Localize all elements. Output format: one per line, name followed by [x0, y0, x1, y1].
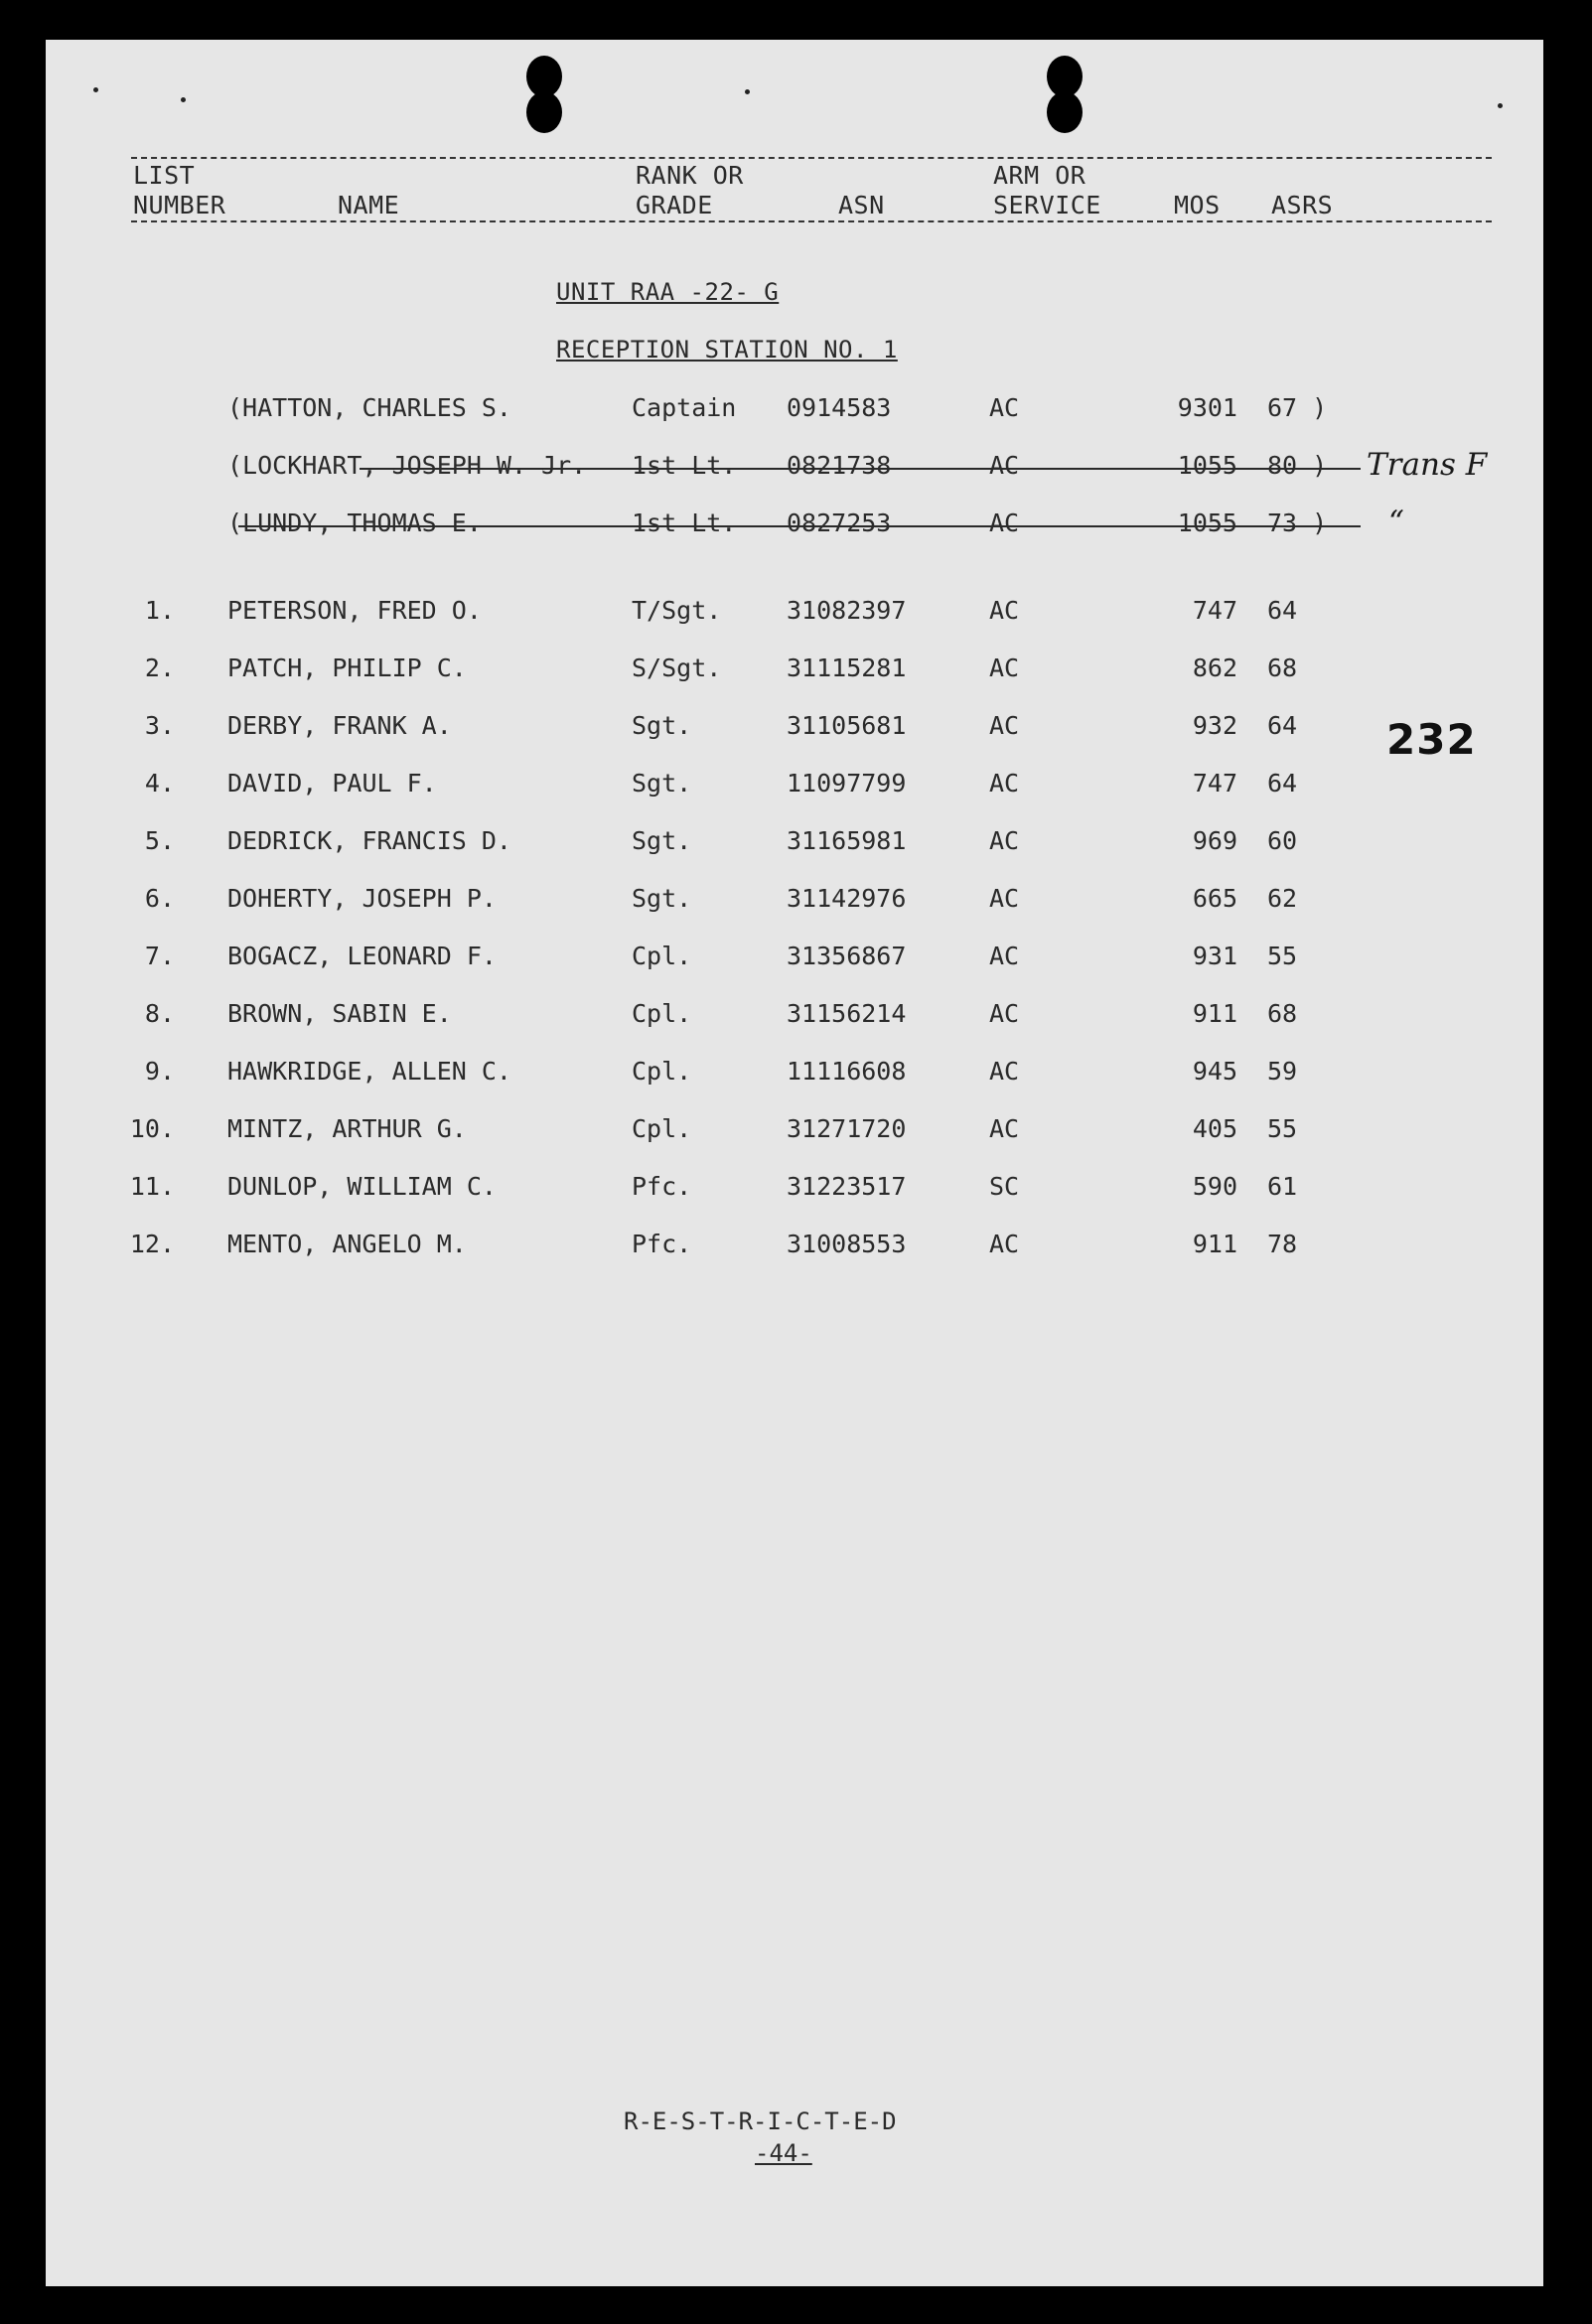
officer-row [46, 451, 1543, 491]
soldier-name: BOGACZ, LEONARD F. [227, 942, 497, 970]
list-number: 8. [144, 999, 175, 1028]
soldier-asrs: 61 [1267, 1172, 1298, 1201]
soldier-asrs: 55 [1267, 942, 1298, 970]
header-mos: MOS [1174, 191, 1221, 219]
handwritten-transfer-note: Trans F [1367, 447, 1488, 483]
soldier-asrs: 78 [1267, 1230, 1298, 1258]
header-rule-bottom [131, 220, 1492, 222]
list-number: 9. [144, 1057, 175, 1086]
soldier-asn: 31223517 [787, 1172, 907, 1201]
speck [745, 89, 750, 94]
restricted-marking: R-E-S-T-R-I-C-T-E-D [624, 2107, 897, 2135]
header-asn: ASN [838, 191, 885, 219]
speck [93, 87, 98, 92]
speck [181, 97, 186, 102]
soldier-mos: 911 [1192, 1230, 1237, 1258]
soldier-asrs: 68 [1267, 999, 1298, 1028]
header-asrs: ASRS [1271, 191, 1334, 219]
table-row [46, 711, 1543, 751]
soldier-name: PETERSON, FRED O. [227, 596, 482, 625]
soldier-arm: AC [989, 942, 1020, 970]
soldier-name: DUNLOP, WILLIAM C. [227, 1172, 497, 1201]
soldier-asn: 31271720 [787, 1114, 907, 1143]
officer-rank: 1st Lt. [632, 451, 737, 480]
officer-asn: 0914583 [787, 393, 892, 422]
soldier-rank: Pfc. [632, 1172, 692, 1201]
soldier-mos: 862 [1192, 654, 1237, 682]
list-number: 5. [144, 826, 175, 855]
soldier-rank: Cpl. [632, 999, 692, 1028]
soldier-name: MINTZ, ARTHUR G. [227, 1114, 467, 1143]
soldier-arm: AC [989, 884, 1020, 913]
header-rank: RANK OR [636, 161, 744, 190]
header-name: NAME [338, 191, 400, 219]
soldier-asn: 31356867 [787, 942, 907, 970]
header-service: SERVICE [993, 191, 1101, 219]
list-number: 1. [144, 596, 175, 625]
strike-line [360, 468, 1361, 470]
header-rule-top [131, 157, 1492, 159]
table-row [46, 1057, 1543, 1096]
officer-row [46, 508, 1543, 548]
soldier-rank: Pfc. [632, 1230, 692, 1258]
soldier-asn: 31142976 [787, 884, 907, 913]
soldier-asn: 31156214 [787, 999, 907, 1028]
officer-rank: 1st Lt. [632, 508, 737, 537]
soldier-asn: 31082397 [787, 596, 907, 625]
unit-title: UNIT RAA -22- G [556, 278, 780, 306]
soldier-asrs: 55 [1267, 1114, 1298, 1143]
officer-asn: 0827253 [787, 508, 892, 537]
soldier-mos: 405 [1192, 1114, 1237, 1143]
strike-line [238, 525, 1361, 527]
header-arm: ARM OR [993, 161, 1086, 190]
soldier-arm: AC [989, 654, 1020, 682]
soldier-asrs: 59 [1267, 1057, 1298, 1086]
soldier-name: MENTO, ANGELO M. [227, 1230, 467, 1258]
soldier-name: HAWKRIDGE, ALLEN C. [227, 1057, 511, 1086]
soldier-mos: 945 [1192, 1057, 1237, 1086]
officer-arm: AC [989, 451, 1020, 480]
officer-row [46, 393, 1543, 433]
soldier-rank: Sgt. [632, 711, 692, 740]
officer-mos: 1055 [1177, 451, 1237, 480]
soldier-asrs: 60 [1267, 826, 1298, 855]
officer-name: (LOCKHART, JOSEPH W. Jr. [227, 451, 587, 480]
speck [1498, 103, 1503, 108]
soldier-rank: T/Sgt. [632, 596, 722, 625]
soldier-asrs: 68 [1267, 654, 1298, 682]
soldier-arm: AC [989, 999, 1020, 1028]
list-number: 7. [144, 942, 175, 970]
list-number: 4. [144, 769, 175, 798]
officer-name: (HATTON, CHARLES S. [227, 393, 511, 422]
soldier-arm: AC [989, 826, 1020, 855]
stamp-number: 232 [1386, 715, 1477, 764]
list-number: 6. [144, 884, 175, 913]
list-number: 2. [144, 654, 175, 682]
soldier-name: DAVID, PAUL F. [227, 769, 437, 798]
soldier-arm: SC [989, 1172, 1020, 1201]
officer-asrs: 67 ) [1267, 393, 1328, 422]
officer-asn: 0821738 [787, 451, 892, 480]
soldier-rank: S/Sgt. [632, 654, 722, 682]
table-row [46, 826, 1543, 866]
soldier-rank: Sgt. [632, 769, 692, 798]
soldier-name: DERBY, FRANK A. [227, 711, 452, 740]
soldier-mos: 747 [1192, 596, 1237, 625]
table-row [46, 1172, 1543, 1212]
table-row [46, 1230, 1543, 1269]
officer-mos: 1055 [1177, 508, 1237, 537]
list-number: 3. [144, 711, 175, 740]
page-number: -44- [755, 2139, 812, 2167]
soldier-mos: 590 [1192, 1172, 1237, 1201]
soldier-mos: 665 [1192, 884, 1237, 913]
soldier-rank: Cpl. [632, 1057, 692, 1086]
soldier-asrs: 64 [1267, 711, 1298, 740]
list-number: 11. [129, 1172, 175, 1201]
list-number: 12. [129, 1230, 175, 1258]
table-row [46, 1114, 1543, 1154]
table-row [46, 999, 1543, 1039]
header-list: LIST [133, 161, 196, 190]
soldier-mos: 911 [1192, 999, 1237, 1028]
table-row [46, 942, 1543, 981]
soldier-asn: 31165981 [787, 826, 907, 855]
soldier-arm: AC [989, 1230, 1020, 1258]
table-row [46, 654, 1543, 693]
soldier-rank: Cpl. [632, 1114, 692, 1143]
soldier-name: DOHERTY, JOSEPH P. [227, 884, 497, 913]
table-row [46, 884, 1543, 924]
table-row [46, 769, 1543, 808]
soldier-rank: Sgt. [632, 884, 692, 913]
table-row [46, 596, 1543, 636]
soldier-rank: Sgt. [632, 826, 692, 855]
soldier-name: DEDRICK, FRANCIS D. [227, 826, 511, 855]
officer-rank: Captain [632, 393, 737, 422]
soldier-name: BROWN, SABIN E. [227, 999, 452, 1028]
soldier-asn: 31105681 [787, 711, 907, 740]
soldier-asn: 31115281 [787, 654, 907, 682]
punch-hole [526, 91, 562, 133]
officer-name: (LUNDY, THOMAS E. [227, 508, 482, 537]
punch-hole [1047, 91, 1083, 133]
officer-arm: AC [989, 508, 1020, 537]
station-title: RECEPTION STATION NO. 1 [556, 336, 898, 363]
soldier-asrs: 64 [1267, 769, 1298, 798]
soldier-mos: 969 [1192, 826, 1237, 855]
soldier-mos: 932 [1192, 711, 1237, 740]
soldier-asrs: 64 [1267, 596, 1298, 625]
officer-arm: AC [989, 393, 1020, 422]
soldier-arm: AC [989, 711, 1020, 740]
officer-asrs: 80 ) [1267, 451, 1328, 480]
soldier-asn: 11116608 [787, 1057, 907, 1086]
list-number: 10. [129, 1114, 175, 1143]
handwritten-ditto-mark: “ [1388, 505, 1404, 540]
soldier-name: PATCH, PHILIP C. [227, 654, 467, 682]
officer-asrs: 73 ) [1267, 508, 1328, 537]
document-page [46, 40, 1543, 2286]
soldier-arm: AC [989, 596, 1020, 625]
soldier-arm: AC [989, 769, 1020, 798]
officer-mos: 9301 [1177, 393, 1237, 422]
soldier-asn: 31008553 [787, 1230, 907, 1258]
soldier-mos: 747 [1192, 769, 1237, 798]
soldier-asn: 11097799 [787, 769, 907, 798]
soldier-rank: Cpl. [632, 942, 692, 970]
soldier-arm: AC [989, 1057, 1020, 1086]
soldier-asrs: 62 [1267, 884, 1298, 913]
soldier-arm: AC [989, 1114, 1020, 1143]
header-number: NUMBER [133, 191, 226, 219]
soldier-mos: 931 [1192, 942, 1237, 970]
header-grade: GRADE [636, 191, 713, 219]
